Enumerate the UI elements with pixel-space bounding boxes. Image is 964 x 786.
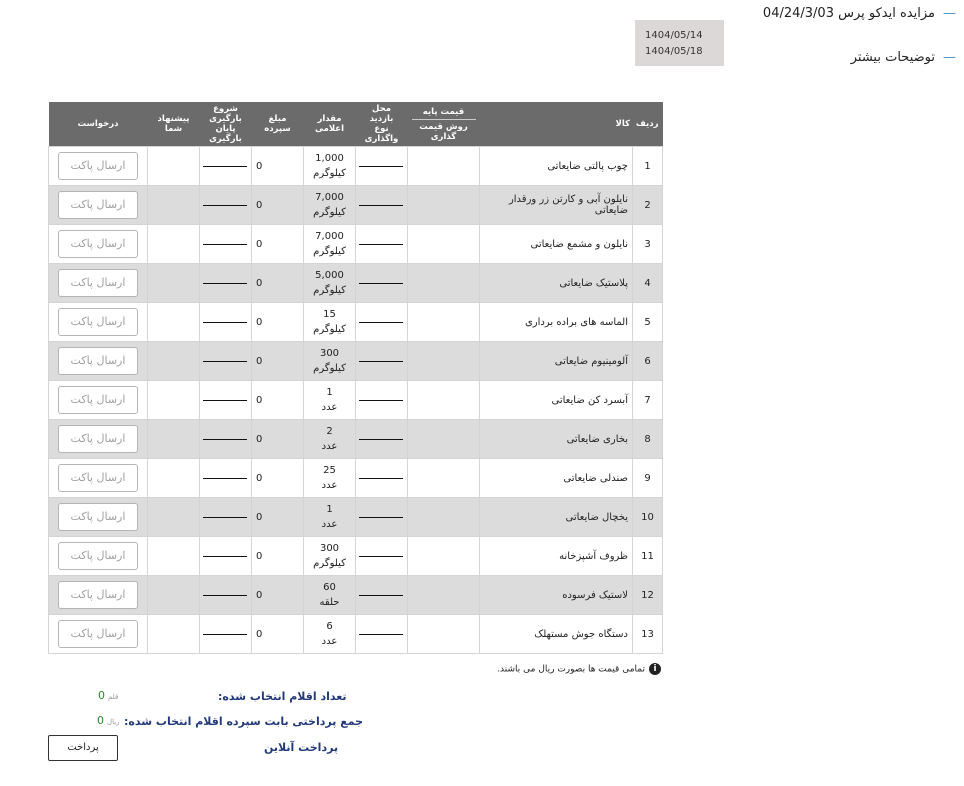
table-row (49, 498, 663, 537)
price-cell (408, 147, 480, 186)
deposit-cell: 0 (252, 420, 304, 459)
item-name: ظروف آشپزخانه (480, 537, 633, 576)
quantity-value: 25 (323, 465, 336, 476)
quantity-cell (304, 420, 356, 459)
send-envelope-button[interactable]: ارسال پاکت (58, 620, 138, 648)
dash-bullet-icon: — (943, 50, 956, 65)
visit-cell (356, 342, 408, 381)
quantity-unit: عدد (321, 519, 338, 530)
send-envelope-button[interactable]: ارسال پاکت (58, 581, 138, 609)
deposit-cell: 0 (252, 342, 304, 381)
header-visit (356, 102, 408, 147)
quantity-cell (304, 186, 356, 225)
info-icon: i (649, 663, 661, 675)
table-row (49, 381, 663, 420)
price-cell (408, 576, 480, 615)
empty-dash (359, 634, 403, 635)
date-range-box (635, 20, 724, 66)
request-cell (49, 303, 148, 342)
auction-title[interactable]: مزایده ایدکو پرس 04/24/3/03 (762, 6, 935, 21)
empty-dash (203, 478, 247, 479)
visit-cell (356, 264, 408, 303)
empty-dash (359, 595, 403, 596)
item-name: نایلون آبی و کارتن زر ورقدار ضایعاتی (480, 186, 633, 225)
empty-dash (359, 478, 403, 479)
row-index: 11 (633, 537, 663, 576)
item-name: یخچال ضایعاتی (480, 498, 633, 537)
empty-dash (203, 205, 247, 206)
loading-cell (200, 303, 252, 342)
quantity-value: 7,000 (315, 231, 344, 242)
loading-cell (200, 459, 252, 498)
request-cell (49, 264, 148, 303)
row-index: 13 (633, 615, 663, 654)
empty-dash (359, 517, 403, 518)
offer-cell (148, 225, 200, 264)
empty-dash (203, 634, 247, 635)
selected-count-value: 0 (98, 689, 105, 702)
request-cell (49, 186, 148, 225)
empty-dash (203, 517, 247, 518)
online-payment-label: پرداخت آنلاین (264, 741, 339, 754)
table-row (49, 186, 663, 225)
quantity-unit: کیلوگرم (313, 246, 346, 257)
price-cell (408, 342, 480, 381)
quantity-value: 2 (326, 426, 333, 437)
row-index: 5 (633, 303, 663, 342)
deposit-cell: 0 (252, 303, 304, 342)
send-envelope-button[interactable]: ارسال پاکت (58, 425, 138, 453)
items-table (48, 102, 663, 654)
loading-cell (200, 615, 252, 654)
request-cell (49, 381, 148, 420)
empty-dash (203, 361, 247, 362)
visit-cell (356, 420, 408, 459)
quantity-value: 60 (323, 582, 336, 593)
header-request: درخواست (49, 102, 148, 147)
header-item: کالا (615, 119, 630, 129)
offer-cell (148, 186, 200, 225)
quantity-unit: عدد (321, 480, 338, 491)
send-envelope-button[interactable]: ارسال پاکت (58, 308, 138, 336)
total-deposit-value: 0 (97, 714, 104, 727)
row-index: 1 (633, 147, 663, 186)
quantity-value: 300 (319, 348, 340, 359)
quantity-unit: کیلوگرم (313, 558, 346, 569)
quantity-cell (304, 303, 356, 342)
empty-dash (359, 361, 403, 362)
item-name: آلومینیوم ضایعاتی (480, 342, 633, 381)
row-index: 12 (633, 576, 663, 615)
more-details-line[interactable] (851, 50, 956, 65)
item-name: صندلی ضایعاتی (480, 459, 633, 498)
quantity-cell (304, 537, 356, 576)
empty-dash (203, 322, 247, 323)
quantity-value: 1 (326, 387, 333, 398)
header-loading (200, 102, 252, 147)
header-transfer-type: نوع واگذاری (364, 124, 399, 144)
table-row (49, 342, 663, 381)
loading-cell (200, 498, 252, 537)
send-envelope-button[interactable]: ارسال پاکت (58, 464, 138, 492)
loading-cell (200, 381, 252, 420)
quantity-value: 300 (319, 543, 340, 554)
send-envelope-button[interactable]: ارسال پاکت (58, 152, 138, 180)
row-index: 2 (633, 186, 663, 225)
send-envelope-button[interactable]: ارسال پاکت (58, 191, 138, 219)
empty-dash (359, 205, 403, 206)
offer-cell (148, 576, 200, 615)
visit-cell (356, 498, 408, 537)
quantity-cell (304, 264, 356, 303)
request-cell (49, 225, 148, 264)
header-visit-place: محل بازدید (369, 104, 394, 124)
table-row (49, 537, 663, 576)
offer-cell (148, 264, 200, 303)
send-envelope-button[interactable]: ارسال پاکت (58, 503, 138, 531)
deposit-cell: 0 (252, 186, 304, 225)
request-cell (49, 498, 148, 537)
item-name: لاستیک فرسوده (480, 576, 633, 615)
deposit-cell: 0 (252, 576, 304, 615)
header-quantity: مقدار اعلامی (304, 102, 356, 147)
empty-dash (203, 556, 247, 557)
loading-cell (200, 264, 252, 303)
selected-count-unit: قلم (108, 693, 119, 701)
table-row (49, 576, 663, 615)
deposit-cell: 0 (252, 381, 304, 420)
request-cell (49, 459, 148, 498)
deposit-cell: 0 (252, 147, 304, 186)
offer-cell (148, 420, 200, 459)
visit-cell (356, 225, 408, 264)
send-envelope-button[interactable]: ارسال پاکت (58, 347, 138, 375)
visit-cell (356, 381, 408, 420)
empty-dash (359, 556, 403, 557)
send-envelope-button[interactable]: ارسال پاکت (58, 269, 138, 297)
visit-cell (356, 303, 408, 342)
quantity-unit: کیلوگرم (313, 324, 346, 335)
quantity-value: 15 (323, 309, 336, 320)
selected-count-label: تعداد اقلام انتخاب شده: (218, 690, 347, 703)
item-name: بخاری ضایعاتی (480, 420, 633, 459)
header-row: ردیف (635, 119, 659, 129)
loading-cell (200, 420, 252, 459)
offer-cell (148, 381, 200, 420)
send-envelope-button[interactable]: ارسال پاکت (58, 230, 138, 258)
selected-count (98, 689, 118, 702)
loading-cell (200, 576, 252, 615)
quantity-unit: کیلوگرم (313, 363, 346, 374)
request-cell (49, 615, 148, 654)
empty-dash (359, 283, 403, 284)
quantity-unit: حلقه (319, 597, 340, 608)
empty-dash (359, 166, 403, 167)
visit-cell (356, 186, 408, 225)
price-cell (408, 225, 480, 264)
table-row (49, 420, 663, 459)
quantity-cell (304, 459, 356, 498)
row-index: 9 (633, 459, 663, 498)
item-name: نایلون و مشمع ضایعاتی (480, 225, 633, 264)
price-cell (408, 498, 480, 537)
offer-cell (148, 147, 200, 186)
dash-bullet-icon: — (943, 6, 956, 21)
price-cell (408, 303, 480, 342)
pay-button[interactable]: پرداخت (48, 735, 118, 761)
empty-dash (359, 244, 403, 245)
offer-cell (148, 342, 200, 381)
visit-cell (356, 576, 408, 615)
quantity-unit: عدد (321, 402, 338, 413)
empty-dash (359, 322, 403, 323)
offer-cell (148, 459, 200, 498)
loading-cell (200, 147, 252, 186)
offer-cell (148, 303, 200, 342)
header-your-offer: پیشنهاد شما (148, 102, 200, 147)
empty-dash (203, 283, 247, 284)
visit-cell (356, 459, 408, 498)
row-index: 8 (633, 420, 663, 459)
quantity-value: 1,000 (315, 153, 344, 164)
row-index: 6 (633, 342, 663, 381)
end-date: 1404/05/18 (645, 46, 703, 57)
row-index: 7 (633, 381, 663, 420)
currency-note-text: تمامی قیمت ها بصورت ریال می باشند. (497, 664, 645, 675)
visit-cell (356, 147, 408, 186)
quantity-value: 5,000 (315, 270, 344, 281)
row-index: 3 (633, 225, 663, 264)
total-deposit-unit: ریال (107, 718, 120, 726)
currency-note (495, 663, 661, 675)
request-cell (49, 420, 148, 459)
visit-cell (356, 537, 408, 576)
request-cell (49, 576, 148, 615)
price-cell (408, 459, 480, 498)
header-load-start: شروع بارگیری (209, 104, 242, 124)
empty-dash (203, 166, 247, 167)
deposit-cell: 0 (252, 498, 304, 537)
quantity-unit: عدد (321, 441, 338, 452)
header-base-price: قیمت پایه (412, 107, 476, 120)
deposit-cell: 0 (252, 459, 304, 498)
start-date: 1404/05/14 (645, 30, 703, 41)
empty-dash (203, 400, 247, 401)
quantity-cell (304, 576, 356, 615)
item-name: الماسه های براده برداری (480, 303, 633, 342)
item-name: آبسرد کن ضایعاتی (480, 381, 633, 420)
table-row (49, 459, 663, 498)
empty-dash (203, 439, 247, 440)
quantity-cell (304, 615, 356, 654)
price-cell (408, 264, 480, 303)
loading-cell (200, 342, 252, 381)
more-details-link[interactable]: توضیحات بیشتر (850, 50, 935, 65)
quantity-cell (304, 147, 356, 186)
item-name: دستگاه جوش مستهلک (480, 615, 633, 654)
quantity-value: 6 (326, 621, 333, 632)
offer-cell (148, 615, 200, 654)
table-row (49, 147, 663, 186)
request-cell (49, 537, 148, 576)
item-name: چوب پالتی ضایعاتی (480, 147, 633, 186)
quantity-unit: کیلوگرم (313, 207, 346, 218)
price-cell (408, 615, 480, 654)
visit-cell (356, 615, 408, 654)
empty-dash (359, 400, 403, 401)
table-row (49, 225, 663, 264)
request-cell (49, 147, 148, 186)
row-index: 10 (633, 498, 663, 537)
empty-dash (203, 244, 247, 245)
header-row-item (480, 102, 663, 147)
price-cell (408, 381, 480, 420)
quantity-cell (304, 225, 356, 264)
header-deposit: مبلغ سپرده (252, 102, 304, 147)
total-deposit (97, 714, 120, 727)
header-load-end: پایان بارگیری (209, 124, 242, 144)
offer-cell (148, 498, 200, 537)
quantity-value: 1 (326, 504, 333, 515)
quantity-unit: کیلوگرم (313, 285, 346, 296)
empty-dash (203, 595, 247, 596)
quantity-cell (304, 498, 356, 537)
auction-title-line[interactable] (763, 6, 956, 21)
offer-cell (148, 537, 200, 576)
deposit-cell: 0 (252, 537, 304, 576)
deposit-cell: 0 (252, 264, 304, 303)
deposit-cell: 0 (252, 225, 304, 264)
empty-dash (359, 439, 403, 440)
item-name: پلاستیک ضایعاتی (480, 264, 633, 303)
quantity-unit: کیلوگرم (313, 168, 346, 179)
table-row (49, 264, 663, 303)
table-header-row (49, 102, 663, 147)
loading-cell (200, 225, 252, 264)
send-envelope-button[interactable]: ارسال پاکت (58, 386, 138, 414)
table-row (49, 615, 663, 654)
quantity-value: 7,000 (315, 192, 344, 203)
header-price (408, 102, 480, 147)
header-pricing-method: روش قیمت گذاری (419, 121, 468, 142)
request-cell (49, 342, 148, 381)
items-table-wrapper (48, 102, 662, 654)
send-envelope-button[interactable]: ارسال پاکت (58, 542, 138, 570)
price-cell (408, 537, 480, 576)
loading-cell (200, 537, 252, 576)
table-row (49, 303, 663, 342)
quantity-cell (304, 381, 356, 420)
total-deposit-label: جمع پرداختی بابت سپرده اقلام انتخاب شده: (124, 715, 364, 728)
row-index: 4 (633, 264, 663, 303)
price-cell (408, 420, 480, 459)
loading-cell (200, 186, 252, 225)
quantity-cell (304, 342, 356, 381)
deposit-cell: 0 (252, 615, 304, 654)
quantity-unit: عدد (321, 636, 338, 647)
price-cell (408, 186, 480, 225)
